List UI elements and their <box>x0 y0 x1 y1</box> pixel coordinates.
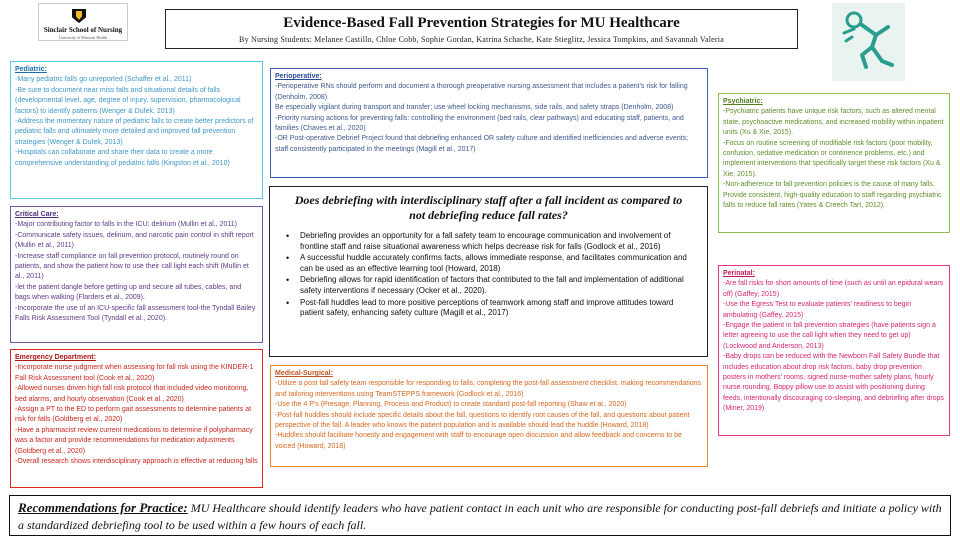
medical-surgical-item: -Use the 4 P's (Presage, Planning, Process and Product) to create standard post-fall reporting (Shaw et al., 2020) <box>275 401 627 409</box>
pediatric-item: -Be sure to document near miss falls and situational details of falls (developmental level, age, degree of injury, supervision, pharmacological factors) to identify patterns (Wenger & Dufek, 2013) <box>15 86 241 115</box>
pico-question: Does debriefing with interdisciplinary staff after a fall incident as compared to not debriefing reduce fall rates? <box>294 193 683 222</box>
perinatal-item: -Engage the patient in fall prevention strategies (have patients sign a letter agreeing to use the call light when they need to get up) (Lockwood and Anderson, 2013) <box>723 322 936 350</box>
critical-care-item: -Communicate safety issues, delirium, and narcotic pain control in shift report (Mullin et al., 2011) <box>15 231 254 250</box>
psychiatric-item: -Psychiatric patients have unique risk factors, such as altered mental state, psychoactive medications, and increased mobility within inpatient units (Xu & Xie, 2015). <box>723 108 944 137</box>
perioperative-item: -Priority nursing actions for preventing falls: controlling the environment (bed rails, clear pathways) and educating staff, patients, and families (Chaves et al., 2020) <box>275 114 684 133</box>
critical-care-item: -Major contributing factor to falls in the ICU: delirium (Mullin et al., 2011) <box>15 221 238 229</box>
psychiatric-item: -Focus on routine screening of modifiable risk factors (poor mobility, confusion, sedative medication or continence problems, etc.) and implement interventions that specifically target these risk factors (Xu & Xie, 2015). <box>723 139 941 178</box>
medical-surgical-panel <box>270 365 708 467</box>
pediatric-panel <box>10 61 263 199</box>
critical-care-item: -Increase staff compliance on fall prevention protocol, routinely round on patients, and show the patient how to use their call light each shift (Mullin et al., 2011) <box>15 252 249 281</box>
logo-name: Sinclair School of Nursing <box>43 26 123 34</box>
perinatal-item: -Use the Egress Test to evaluate patients' readiness to begin ambulating (Gaffey, 2015) <box>723 301 911 319</box>
critical-care-heading: Critical Care: <box>15 211 59 218</box>
critical-care-item: -let the patient dangle before getting up and secure all tubes, cables, and bags when walking (Flarders et al., 2009). <box>15 283 242 302</box>
recommendations-text: MU Healthcare should identify leaders who have patient contact in each unit who are responsible for conducting post-fall debriefs and initiate a policy with a standardized debriefing tool to be used within a few hours of each fall. <box>18 501 942 532</box>
pediatric-heading: Pediatric: <box>15 66 47 73</box>
shield-icon <box>72 9 86 23</box>
school-logo <box>38 3 128 41</box>
perioperative-item: -OR Post-operative Debrief Project found that debriefing enhanced OR safety culture and identified inefficiencies and adverse events; staff consistently participated in the meetings (Magill et al., 2017) <box>275 135 689 153</box>
medical-surgical-heading: Medical-Surgical: <box>275 370 333 377</box>
evidence-item: • A successful huddle accurately confirms facts, allows immediate response, and facilitates communication and can be used as an effective learning tool (Howard, 2018) <box>280 253 697 274</box>
emergency-panel <box>10 349 263 488</box>
person-falling-icon <box>832 3 905 81</box>
perinatal-panel <box>718 265 950 436</box>
pediatric-item: -Hospitals can collaborate and share their data to create a more comprehensive understanding of pediatric falls (Kingston et al., 2010) <box>15 149 230 167</box>
emergency-item: -Incorporate nurse judgment when assessing for fall risk using the KINDER-1 Fall Risk Assessment tool (Cook et al., 2020) <box>15 364 254 382</box>
evidence-item: • Debriefing provides an opportunity for a fall safety team to encourage communication and involvement of frontline staff and raise situational awareness which helps decrease risk for falls (Godlock et al., 2016) <box>280 231 697 252</box>
poster-title: Evidence-Based Fall Prevention Strategies for MU Healthcare <box>283 15 680 31</box>
emergency-item: -Overall research shows interdisciplinary approach is effective at reducing falls <box>15 458 258 466</box>
perinatal-item: -Baby drops can be reduced with the Newborn Fall Safety Bundle that includes education about drop risk factors, baby drop prevention posters in mothers' rooms, signed nurse-mother safety plans, hourly nurse rounding, Boppy pillow use to assist with positioning during feeds, intentionally discouraging co-sleeping, and debriefing after drops (Miner, 2019) <box>723 353 945 413</box>
recommendations-panel <box>9 495 951 536</box>
perioperative-panel <box>270 68 708 178</box>
psychiatric-item: -Non-adherence to fall prevention policies is the cause of many falls. Provide consistent, high-quality education to staff regarding psychiatric falls to reduce fall rates (Yates & Creech Tart, 2012). <box>723 181 942 210</box>
perioperative-heading: Perioperative: <box>275 73 322 80</box>
evidence-item: • Post-fall huddles lead to more positive perceptions of teamwork among staff and improve attitudes toward patient safety, enhancing safety culture (Magill et al., 2017) <box>280 298 697 319</box>
pediatric-item: -Many pediatric falls go unreported (Schaffer et al., 2011) <box>15 76 192 84</box>
recommendations-heading: Recommendations for Practice: <box>18 500 188 515</box>
perinatal-heading: Perinatal: <box>723 270 755 277</box>
perinatal-item: -Are fall risks for short amounts of time (such as until an epidural wears off) (Gaffey, 2015) <box>723 280 944 298</box>
perioperative-item: -Perioperative RNs should perform and document a thorough preoperative nursing assessment that includes a patient's risk for falling (Denholm, 2008) <box>275 83 688 101</box>
pediatric-item: -Address the momentary nature of pediatric falls to create better predictors of pediatric falls and ultimately more detailed and improved fall prevention strategies (Wenger & Dufek, 2013) <box>15 118 254 146</box>
perioperative-item: Be especially vigilant during transport and transfer; use wheel locking mechanisms, side rails, and safety straps (Denholm, 2008) <box>275 104 674 112</box>
logo-subtitle: University of Missouri Health <box>58 35 108 40</box>
psychiatric-panel <box>718 93 950 233</box>
critical-care-panel <box>10 206 263 343</box>
poster-authors: By Nursing Students: Melanee Castillo, Chloe Cobb, Sophie Gordan, Katrina Schache, Kate Stieglitz, Jessica Tompkins, and Savannah Valeria <box>239 35 724 44</box>
medical-surgical-item: -Utilize a post fall safety team responsible for responding to falls, completing the post-fall assessment checklist, making recommendations and tailoring interventions using TeamSTEPPS framework (Godlock et al., 2016) <box>275 380 702 398</box>
evidence-item: • Debriefing allows for rapid identification of factors that contributed to the fall and implementation of additional safety interventions if necessary (Ocker et al., 2020). <box>280 275 697 296</box>
emergency-heading: Emergency Department: <box>15 354 96 361</box>
medical-surgical-item: -Huddles should facilitate honesty and engagement with staff to encourage open discussion and allow feedback and concerns to be voiced (Howard, 2018) <box>275 432 682 450</box>
emergency-item: -Allowed nurses driven high fall risk protocol that included video monitoring, bed alarms, and hourly observation (Cook et al., 2020) <box>15 385 249 403</box>
pico-question-panel <box>269 186 708 357</box>
emergency-item: -Have a pharmacist review current medications to determine if polypharmacy was a factor and provide recommendations for medication adjustments (Goldberg et al., 2020) <box>15 426 253 455</box>
evidence-list <box>270 231 707 319</box>
critical-care-item: -Incorporate the use of an ICU-specific fall assessment tool-the Tyndall Bailey Falls Risk Assessment Tool (Tyndall et al., 2020). <box>15 304 256 323</box>
emergency-item: -Assign a PT to the ED to perform gait assessments to determine patients at risk for falls (Goldberg et al., 2020) <box>15 406 252 424</box>
psychiatric-heading: Psychiatric: <box>723 98 763 105</box>
medical-surgical-item: -Post-fall huddles should include specific details about the fall, questions to identify root causes of the fall, and questions about patient perspective of the fall. A leader who knows the patient population and is available should lead the huddle (Howard, 2018) <box>275 411 690 430</box>
title-block <box>165 9 798 49</box>
